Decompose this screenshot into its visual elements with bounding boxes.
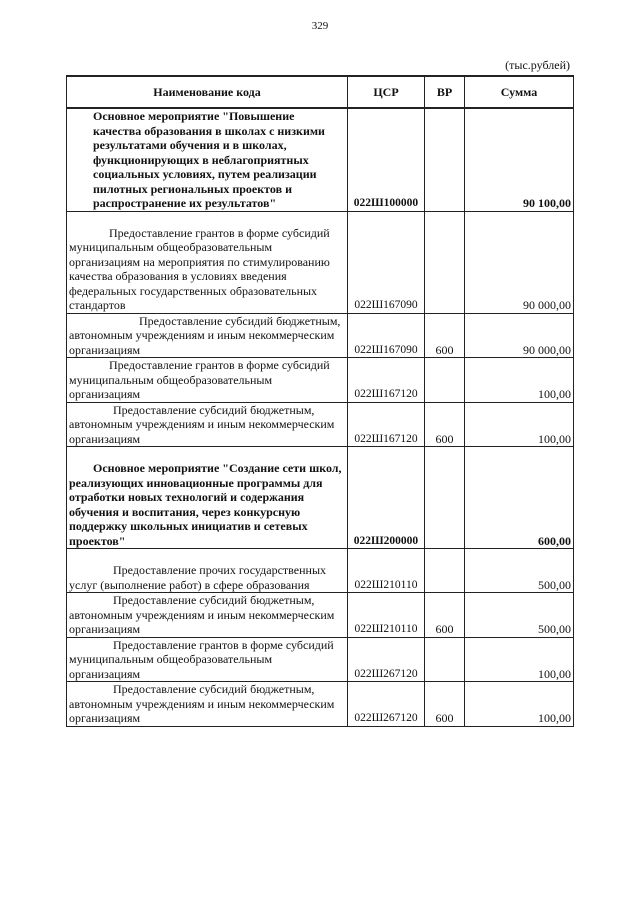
row-csr: 022Ш167090 — [348, 211, 425, 313]
row-name-cell — [67, 211, 348, 313]
row-name: Предоставление субсидий бюджетным, автономным учреждениям и иным некоммерческим организациям — [69, 682, 335, 725]
row-csr: 022Ш167120 — [348, 402, 425, 447]
table-row — [67, 682, 574, 727]
row-csr: 022Ш267120 — [348, 682, 425, 727]
row-vr — [425, 637, 465, 682]
row-name: Предоставление субсидий бюджетным, автономным учреждениям и иным некоммерческим организациям — [69, 593, 335, 636]
row-csr: 022Ш167120 — [348, 358, 425, 403]
header-sum: Сумма — [465, 76, 574, 108]
row-name: Основное мероприятие "Создание сети школ, реализующих инновационные программы для отработки новых технологий и содержания обучения и воспитания, через конкурсную поддержку школьных инициатив и сетевых проектов" — [69, 461, 342, 548]
row-vr: 600 — [425, 593, 465, 638]
table-row — [67, 593, 574, 638]
table-row — [67, 313, 574, 358]
row-csr: 022Ш210110 — [348, 549, 425, 593]
row-csr: 022Ш167090 — [348, 313, 425, 358]
row-vr: 600 — [425, 402, 465, 447]
row-sum: 500,00 — [465, 593, 574, 638]
row-sum: 90 100,00 — [465, 108, 574, 211]
row-name-cell — [67, 108, 348, 211]
row-vr: 600 — [425, 313, 465, 358]
row-sum: 600,00 — [465, 447, 574, 549]
row-name-cell — [67, 313, 348, 358]
row-vr: 600 — [425, 682, 465, 727]
row-name-cell — [67, 549, 348, 593]
row-name-cell — [67, 402, 348, 447]
row-csr: 022Ш200000 — [348, 447, 425, 549]
row-name: Предоставление прочих государственных услуг (выполнение работ) в сфере образования — [69, 563, 327, 592]
row-sum: 90 000,00 — [465, 313, 574, 358]
row-sum: 100,00 — [465, 637, 574, 682]
row-sum: 500,00 — [465, 549, 574, 593]
row-name-cell — [67, 593, 348, 638]
table-row — [67, 402, 574, 447]
row-name: Предоставление грантов в форме субсидий муниципальным общеобразовательным организациям — [69, 358, 330, 401]
header-name: Наименование кода — [67, 76, 348, 108]
table-row — [67, 211, 574, 313]
row-vr — [425, 211, 465, 313]
row-vr — [425, 108, 465, 211]
row-sum: 100,00 — [465, 682, 574, 727]
row-vr — [425, 358, 465, 403]
row-name-cell — [67, 682, 348, 727]
row-name: Основное мероприятие "Повышение качества образования в школах с низкими результатами обучения и в школах, функционирующих в неблагоприятных социальных условиях, путем реализации пилотных региональных проектов и распространение их результатов" — [93, 109, 325, 210]
row-name: Предоставление грантов в форме субсидий муниципальным общеобразовательным организациям на мероприятия по стимулированию качества образования в условиях введения федеральных государственных образовательных стандартов — [69, 225, 330, 312]
row-csr: 022Ш267120 — [348, 637, 425, 682]
row-name-cell — [67, 358, 348, 403]
row-vr — [425, 447, 465, 549]
header-csr: ЦСР — [348, 76, 425, 108]
table-row — [67, 358, 574, 403]
row-name-cell — [67, 637, 348, 682]
table-header-row — [67, 76, 574, 108]
page-number: 329 — [311, 20, 329, 32]
table-row — [67, 549, 574, 593]
budget-table — [66, 75, 574, 727]
row-csr: 022Ш100000 — [348, 108, 425, 211]
row-name-cell — [67, 447, 348, 549]
row-name: Предоставление грантов в форме субсидий муниципальным общеобразовательным организациям — [69, 637, 334, 681]
table-row — [67, 108, 574, 211]
row-sum: 100,00 — [465, 358, 574, 403]
row-name: Предоставление субсидий бюджетным, автономным учреждениям и иным некоммерческим организациям — [69, 402, 335, 446]
header-vr: ВР — [425, 76, 465, 108]
row-sum: 100,00 — [465, 402, 574, 447]
row-name: Предоставление субсидий бюджетным, автономным учреждениям и иным некоммерческим организациям — [69, 313, 341, 357]
row-vr — [425, 549, 465, 593]
row-csr: 022Ш210110 — [348, 593, 425, 638]
table-row — [67, 637, 574, 682]
row-sum: 90 000,00 — [465, 211, 574, 313]
table-row — [67, 447, 574, 549]
units-label: (тыс.рублей) — [505, 58, 570, 72]
